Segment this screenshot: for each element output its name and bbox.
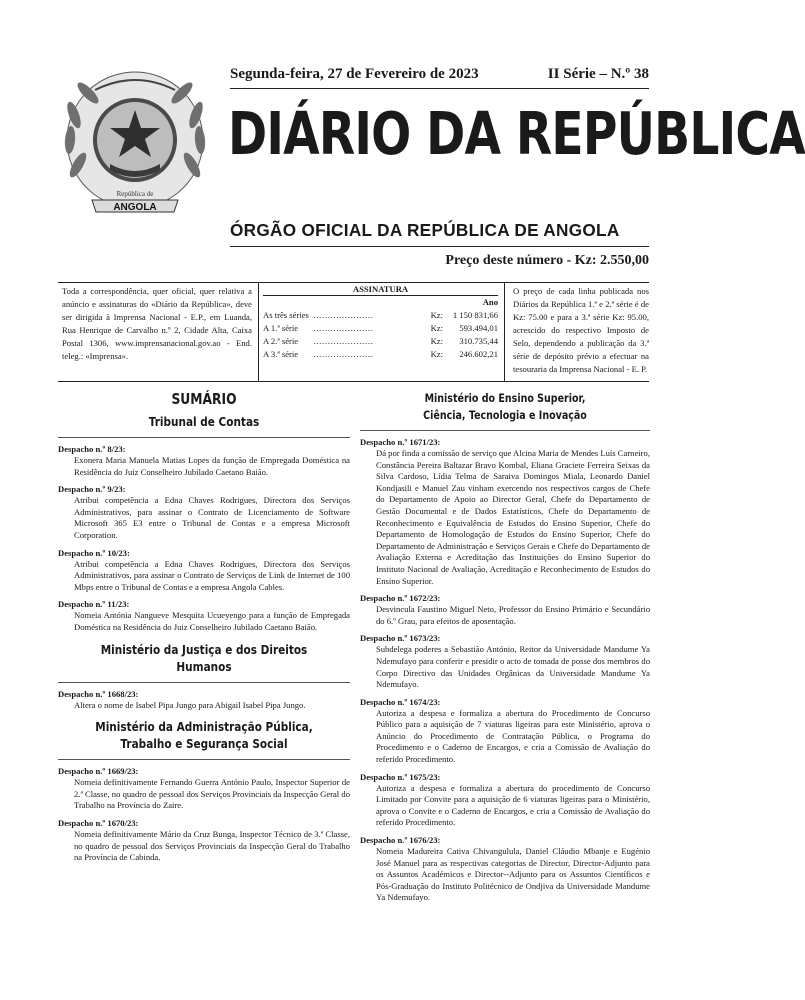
section-heading: Ministério da Justiça e dos Direitos Humanos bbox=[100, 642, 308, 675]
subtitle-divider bbox=[230, 246, 649, 247]
issue-series: II Série – N.º 38 bbox=[547, 66, 649, 82]
subscription-row: A 2.ª série ………………… Kz: 310.735,44 bbox=[263, 336, 498, 346]
despacho-heading: Despacho n.º 1668/23: bbox=[58, 688, 139, 699]
despacho-heading: Despacho n.º 1670/23: bbox=[58, 817, 139, 828]
despacho-summary: Autoriza a despesa e formaliza a abertura do procedimento de Concurso Limitado por Convite para a aquisição de 6 viaturas ligeiras para o Ministério, aprova o Convite e o Caderno de Encargos, e cria a Comissão de Avaliação do referido Procedimento. bbox=[376, 782, 650, 828]
despacho-heading: Despacho n.º 1671/23: bbox=[360, 437, 441, 447]
masthead-subtitle: ÓRGÃO OFICIAL DA REPÚBLICA DE ANGOLA bbox=[230, 220, 620, 240]
info-box bbox=[58, 282, 649, 382]
price-note: O preço de cada linha publicada nos Diários da República 1.ª e 2.ª série é de Kz: 75.00 e para a 3.ª série Kz: 95.00, acrescido do respectivo Imposto de Selo, dependendo a publicação da 3.ª série de depósito prévio a efectuar na tesouraria da Imprensa Nacional - E. P. bbox=[513, 286, 649, 374]
despacho-summary: Nomeia Madureira Cativa Chivangulula, Daniel Cláudio Mbanje e Eugénio José Manuel para as respectivas categorias de Director, Director-Adjunto para os Assuntos Académicos e Director--Adjunto para os Assuntos Científicos e Pós-Graduação do Instituto Politécnico de Ondjiva da Universidade Mandume Ya Ndemufayo. bbox=[376, 846, 650, 903]
despacho-heading: Despacho n.º 9/23: bbox=[58, 484, 126, 495]
despacho-heading: Despacho n.º 8/23: bbox=[58, 444, 126, 454]
masthead-title: DIÁRIO DA REPÚBLICA bbox=[228, 99, 805, 168]
subscription-year-label: Ano bbox=[482, 297, 498, 307]
despacho-summary: Exonera Maria Manuela Matias Lopes da função de Empregada Doméstica na Residência do Juiz Conselheiro Jubilado Caetano Baião. bbox=[74, 455, 350, 477]
despacho-heading: Despacho n.º 1674/23: bbox=[360, 696, 441, 707]
despacho-heading: Despacho n.º 1669/23: bbox=[58, 766, 139, 777]
despacho-heading: Despacho n.º 11/23: bbox=[58, 599, 130, 610]
issue-price: Preço deste número - Kz: 2.550,00 bbox=[445, 253, 649, 268]
despacho-summary: Atribui competência a Edna Chaves Rodrigues, Directora dos Serviços Administrativos, para assinar o Contrato de Licenciamento de Software Microsoft 365 E3 entre o Tribunal de Contas e a empresa Microsoft Corporation. bbox=[74, 495, 350, 540]
despacho-summary: Subdelega poderes a Sebastião António, Reitor da Universidade Mandume Ya Ndemufayo para conferir e presidir o acto de tomada de posse dos membros do Corpo Directivo das Unidades Orgânicas da Universidade Mandume Ya Ndemufayo. bbox=[376, 644, 650, 690]
section-divider bbox=[360, 430, 650, 431]
subscription-title: ASSINATURA bbox=[263, 283, 498, 296]
angola-emblem bbox=[50, 60, 220, 240]
emblem-label: ANGOLA bbox=[113, 202, 157, 213]
despacho-summary: Nomeia Antónia Nangueve Mesquita Ucueyengo para a função de Empregada Doméstica na Residência do Juiz Conselheiro Jubilado Caetano Baião. bbox=[74, 610, 350, 632]
subscription-row: A 3.ª série ………………… Kz: 246.602,21 bbox=[263, 349, 498, 359]
header-divider bbox=[230, 88, 649, 89]
correspondence-note: Toda a correspondência, quer oficial, quer relativa a anúncio e assinaturas do «Diário da República», deve ser dirigida à Imprensa Nacional - E.P., em Luanda, Rua Henrique de Carvalho n.º 2, Cidade Alta, Caixa Postal 1306, www.imprensanacional.gov.ao - End. teleg.: «Imprensa». bbox=[62, 286, 252, 361]
issue-date: Segunda-feira, 27 de Fevereiro de 2023 bbox=[230, 66, 479, 82]
section-heading: Ciência, Tecnologia e Inovação bbox=[423, 408, 587, 422]
section-heading: Ministério da Administração Pública, bbox=[95, 720, 313, 736]
despacho-summary: Autoriza a despesa e formaliza a abertura do Procedimento de Concurso Público para a aquisição de 7 viaturas ligeiras para este Ministério, aprova o Anúncio do Procedimento de Contratação Pública, o Programa do Procedimento e o Caderno de Encargos, e cria a Comissão de Avaliação do referido Procedimento. bbox=[376, 707, 650, 765]
despacho-heading: Despacho n.º 10/23: bbox=[58, 547, 130, 558]
despacho-heading: Despacho n.º 1672/23: bbox=[360, 593, 441, 604]
section-divider bbox=[58, 437, 350, 438]
summary-title: SUMÁRIO bbox=[171, 390, 237, 408]
despacho-heading: Despacho n.º 1675/23: bbox=[360, 771, 441, 782]
svg-text:República de: República de bbox=[116, 190, 154, 198]
section-heading: Ministério do Ensino Superior, bbox=[424, 391, 586, 405]
despacho-summary: Dá por finda a comissão de serviço que Alcina Maria de Mendes Luís Carneiro, Constância Pereira Baltazar Bravo Kombal, Eliana Graciete Ferreira Seixas da Silva Cardoso, Lídia Telma de Saraiva Domingos Miala, Leonardo Daniel Kondjasili e Manuel Zau vinham exercendo nos respectivos cargos de Chefe do Departamento de Apoio ao Director Geral, Chefe do Departamento de Gestão Documental e de Dados Estatísticos, Chefe do Departamento de Reconhecimento e Equivalência de Estudos do Ensino Superior, Chefe do Departamento de Homologação de Estudos do Ensino Superior, Chefe do Departamento de Administração e Serviços Gerais e Chefe do Departamento de Avaliação Externa e Acreditação das Instituições do Ensino Superior do Instituto Nacional de Avaliação, Acreditação e Reconhecimento de Estudos do Ensino Superior. bbox=[376, 448, 650, 586]
subscription-row: As três séries ………………… Kz: 1 150 831,66 bbox=[263, 310, 498, 320]
despacho-heading: Despacho n.º 1676/23: bbox=[360, 835, 441, 846]
section-divider bbox=[58, 759, 350, 760]
section-heading: Trabalho e Segurança Social bbox=[120, 737, 288, 753]
despacho-summary: Atribui competência a Edna Chaves Rodrigues, Directora dos Serviços Administrativos, para assinar o Contrato de Serviços de Link de Internet de 100 Mbps entre o Tribunal de Contas e a empresa Angola Cables. bbox=[74, 558, 350, 592]
despacho-summary: Desvincula Faustino Miguel Neto, Professor do Ensino Primário e Secundário do 6.º Grau, para efeitos de aposentação. bbox=[376, 604, 650, 626]
section-divider bbox=[58, 682, 350, 683]
despacho-summary: Nomeia definitivamente Fernando Guerra António Paulo, Inspector Superior de 2.ª Classe, no quadro de pessoal dos Serviços Provinciais da Inspecção Geral do Trabalho na Província do Zaire. bbox=[74, 777, 350, 811]
subscription-row: A 1.ª série ………………… Kz: 593.494,01 bbox=[263, 323, 498, 333]
section-heading: Tribunal de Contas bbox=[148, 415, 260, 430]
summary-left-column bbox=[58, 388, 350, 864]
despacho-summary: Nomeia definitivamente Mário da Cruz Bunga, Inspector Técnico de 3.ª Classe, no quadro de pessoal dos Serviços Provinciais da Inspecção Geral do Trabalho na Província de Cabinda. bbox=[74, 828, 350, 863]
despacho-summary: Altera o nome de Isabel Pipa Jungo para Abigail Isabel Pipa Jungo. bbox=[74, 699, 306, 710]
subscription-table bbox=[258, 283, 505, 381]
summary-right-column bbox=[360, 388, 650, 904]
despacho-heading: Despacho n.º 1673/23: bbox=[360, 633, 441, 644]
